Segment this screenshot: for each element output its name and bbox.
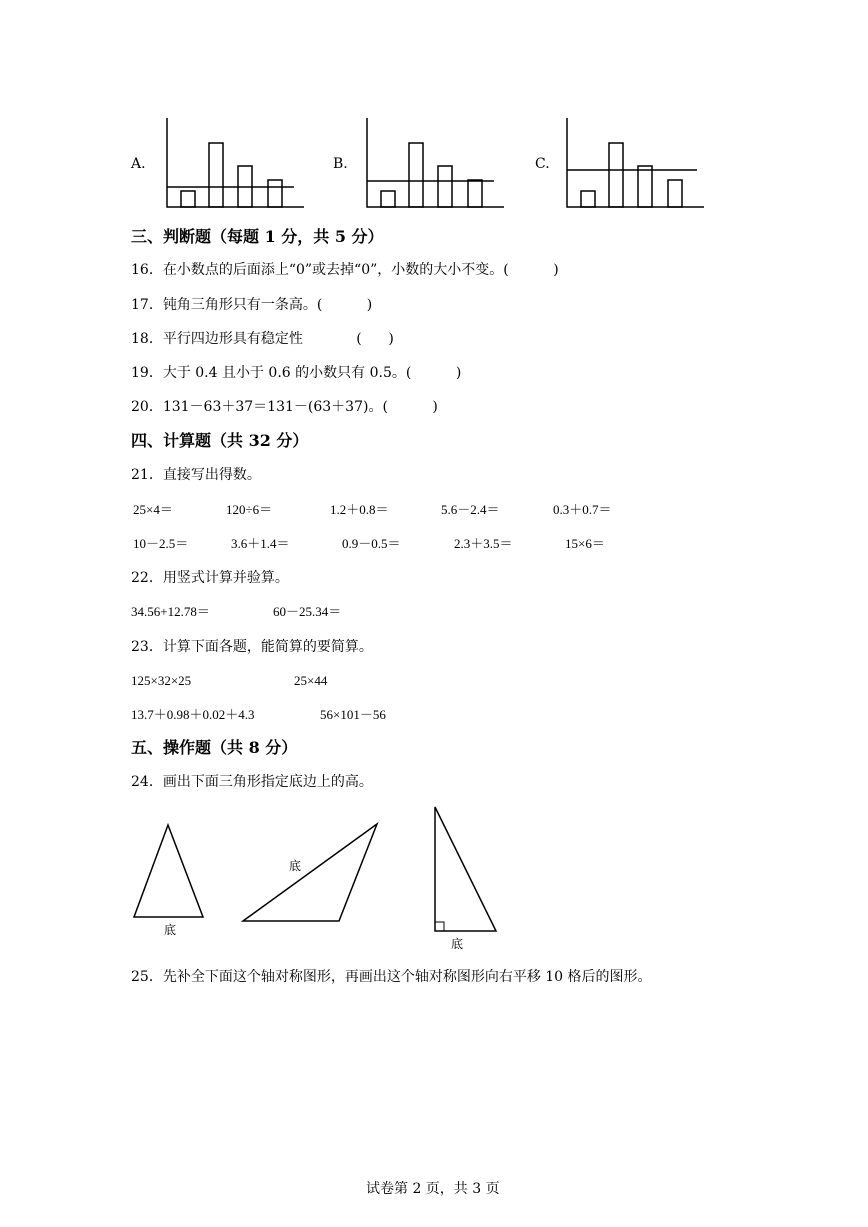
section-4-title: 四、计算题（共 32 分） (131, 431, 309, 450)
question-17: 17．钝角三角形只有一条高。( ) (131, 297, 373, 313)
right-triangle (435, 807, 496, 931)
section-3-title: 三、判断题（每题 1 分，共 5 分） (131, 227, 384, 246)
question-23: 23．计算下面各题，能简算的要简算。 (131, 639, 373, 655)
question-16: 16．在小数点的后面添上“0”或去掉“0”，小数的大小不变。( ) (131, 262, 559, 278)
calc-item: 60－25.34＝ (273, 604, 342, 619)
calc-item: 5.6－2.4＝ (441, 502, 500, 517)
base-label-3: 底 (451, 937, 464, 951)
question-22: 22．用竖式计算并验算。 (131, 570, 289, 586)
option-a-label: A. (131, 156, 146, 172)
question-21: 21．直接写出得数。 (131, 467, 261, 483)
calc-item: 125×32×25 (131, 673, 192, 688)
calc-item: 13.7＋0.98＋0.02＋4.3 (131, 707, 255, 722)
question-24: 24．画出下面三角形指定底边上的高。 (131, 774, 373, 790)
question-18: 18．平行四边形具有稳定性 ( ) (131, 331, 394, 347)
calc-item: 56×101－56 (320, 707, 386, 722)
calc-item: 34.56+12.78＝ (131, 604, 210, 619)
section-5-title: 五、操作题（共 8 分） (131, 738, 298, 757)
calc-item: 1.2＋0.8＝ (330, 502, 389, 517)
calc-item: 0.9－0.5＝ (342, 536, 401, 551)
option-b-label: B. (333, 156, 348, 172)
base-label-1: 底 (164, 923, 177, 937)
base-label-2: 底 (289, 859, 302, 873)
calc-item: 2.3＋3.5＝ (454, 536, 513, 551)
calc-item: 0.3＋0.7＝ (553, 502, 612, 517)
calc-item: 10－2.5＝ (133, 536, 189, 551)
calc-item: 120÷6＝ (226, 502, 273, 517)
right-angle-marker (435, 922, 444, 931)
page-footer: 试卷第 2 页，共 3 页 (366, 1181, 500, 1197)
option-c-label: C. (535, 156, 550, 172)
calc-item: 15×6＝ (565, 536, 605, 551)
calc-item: 3.6＋1.4＝ (231, 536, 290, 551)
calc-item: 25×4＝ (133, 502, 173, 517)
calc-item: 25×44 (294, 673, 328, 688)
obtuse-triangle (243, 824, 377, 921)
question-25: 25．先补全下面这个轴对称图形，再画出这个轴对称图形向右平移 10 格后的图形。 (131, 969, 652, 985)
isosceles-triangle (134, 825, 203, 917)
question-19: 19．大于 0.4 且小于 0.6 的小数只有 0.5。( ) (131, 365, 462, 381)
question-20: 20．131－63＋37＝131－(63＋37)。( ) (131, 399, 438, 415)
